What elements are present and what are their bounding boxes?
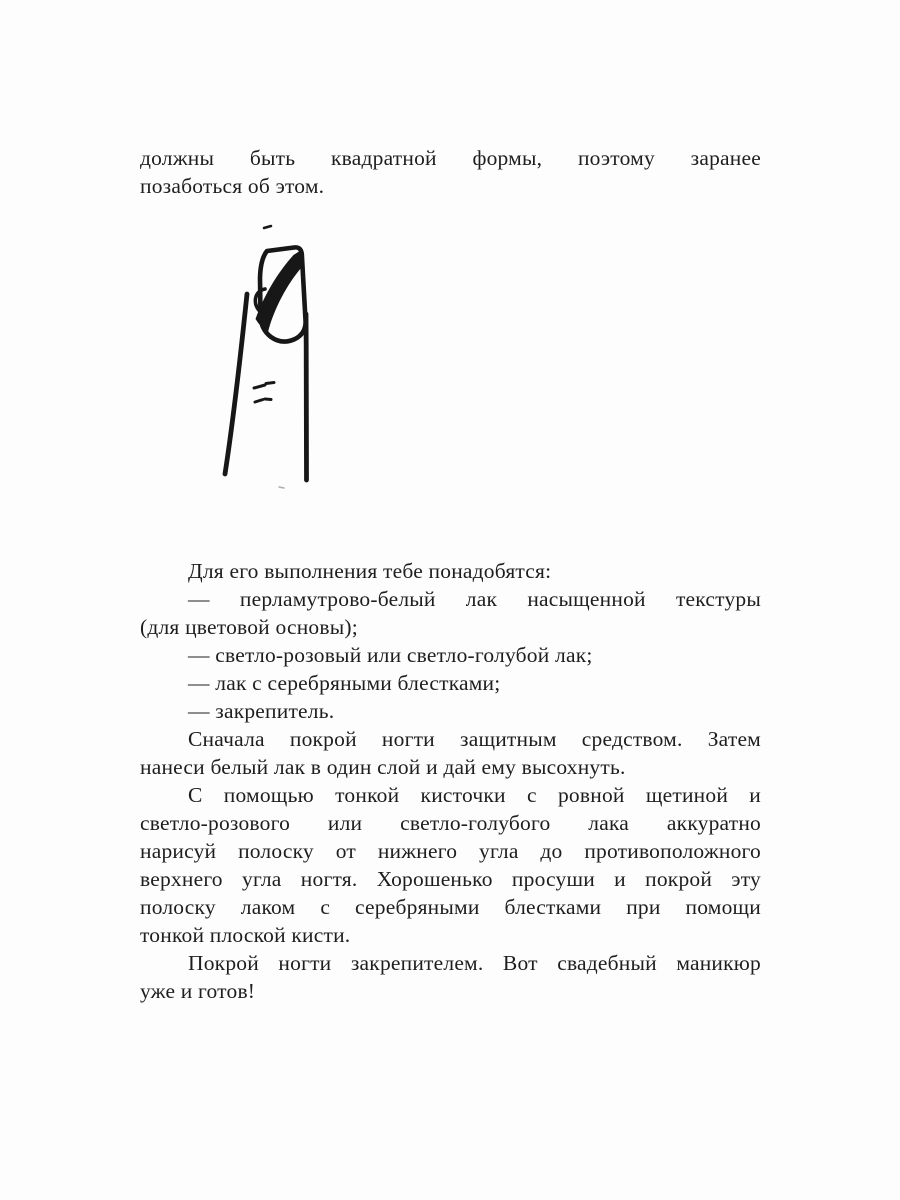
- text-line: Для его выполнения тебе понадобятся:: [188, 559, 552, 583]
- text-line: должны быть квадратной формы, поэтому заранее: [140, 146, 761, 170]
- text-line: — перламутрово-белый лак насыщенной текстуры: [188, 587, 761, 611]
- finger-right-edge: [306, 314, 307, 480]
- fingernail-drawing: [208, 222, 335, 492]
- text-line: — светло-розовый или светло-голубой лак;: [188, 643, 593, 667]
- paragraph-body: [140, 557, 761, 1005]
- text-line: светло-розового или светло-голубого лака аккуратно: [140, 811, 761, 835]
- fingernail-illustration: [208, 222, 335, 492]
- speck-mark: [264, 226, 271, 228]
- text-line: полоску лаком с серебряными блестками при помощи: [140, 895, 761, 919]
- text-line: — лак с серебряными блестками;: [188, 671, 501, 695]
- text-line: — закрепитель.: [188, 699, 335, 723]
- text-line: нарисуй полоску от нижнего угла до противоположного: [140, 839, 761, 863]
- text-line: позаботься об этом.: [140, 174, 325, 198]
- knuckle-marks: [254, 383, 274, 403]
- finger-left-edge: [225, 294, 247, 474]
- speck-mark: [279, 487, 284, 488]
- text-line: Покрой ногти закрепителем. Вот свадебный маникюр: [188, 951, 761, 975]
- paragraph-top: [140, 144, 761, 200]
- text-line: тонкой плоской кисти.: [140, 923, 351, 947]
- text-line: (для цветовой основы);: [140, 615, 358, 639]
- text-line: верхнего угла ногтя. Хорошенько просуши и покрой эту: [140, 867, 761, 891]
- text-line: Сначала покрой ногти защитным средством. Затем: [188, 727, 761, 751]
- text-line: уже и готов!: [140, 979, 256, 1003]
- text-line: нанеси белый лак в один слой и дай ему высохнуть.: [140, 755, 626, 779]
- text-line: С помощью тонкой кисточки с ровной щетиной и: [188, 783, 761, 807]
